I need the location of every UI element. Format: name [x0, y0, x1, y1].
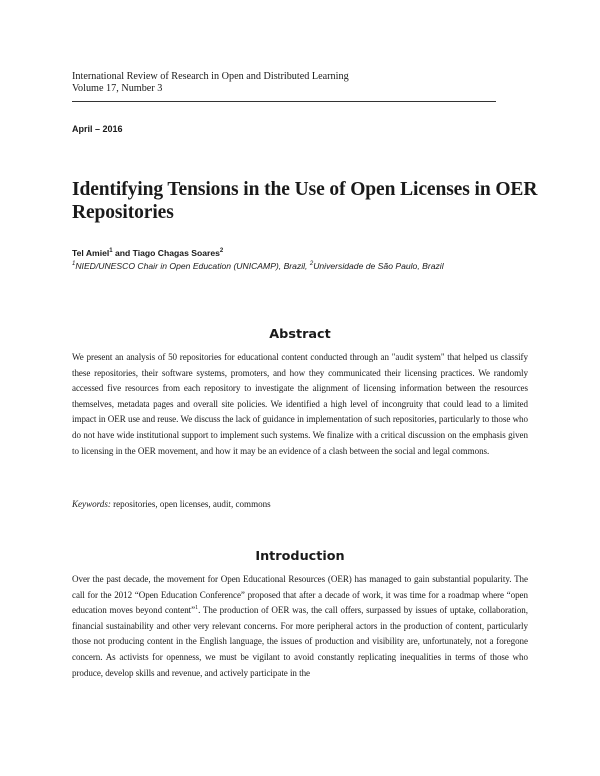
author-block [72, 247, 444, 273]
issue-date: April – 2016 [72, 124, 123, 134]
abstract-heading: Abstract [269, 327, 331, 342]
journal-header [72, 71, 349, 95]
keywords-line [72, 499, 271, 509]
affiliation-2: Universidade de São Paulo, Brazil [313, 261, 444, 271]
introduction-heading: Introduction [255, 549, 345, 564]
affiliation-2-sup: 2 [309, 261, 314, 268]
author-2: Tiago Chagas Soares [132, 248, 220, 258]
author-and: and [112, 248, 133, 258]
keywords-label: Keywords: [72, 499, 111, 509]
affiliation-1-sup: 1 [72, 261, 76, 268]
author-names [72, 247, 444, 260]
article-title: Identifying Tensions in the Use of Open Licenses in OER Repositories [72, 179, 538, 223]
affiliation-1: NIED/UNESCO Chair in Open Education (UNICAMP), Brazil, [75, 261, 310, 271]
introduction-text-part2: . The production of OER was, the call offers, surpassed by issues of uptake, collaboration, financial sustainability and other very relevant concerns. For more peripheral actors in the production of content, particularly those not producing content in the English language, the issues of production and visibility are, unfortunately, not a foregone concern. As activists for openness, we must be vigilant to avoid constantly replicating inequalities in terms of those who produce, develop skills and revenue, and actively participate in the [72, 605, 528, 678]
footnote-ref[interactable]: 1 [195, 605, 199, 612]
journal-name: International Review of Research in Open and Distributed Learning [72, 71, 349, 82]
keywords-list: repositories, open licenses, audit, commons [110, 499, 271, 509]
author-2-sup: 2 [219, 248, 224, 255]
author-1: Tel Amiel [72, 248, 110, 258]
author-affiliations [72, 260, 444, 273]
header-rule [72, 101, 496, 102]
abstract-text: We present an analysis of 50 repositories for educational content conducted through an "audit system" that helped us classify these repositories, their software systems, promoters, and how they communicated their licensing practices. We randomly accessed five resources from each repository to investigate the alignment of licensing information between the resources themselves, metadata pages and overall site policies. We identified a high level of incongruity that could lead to a limited impact in OER use and reuse. We discuss the lack of guidance in implementation of such repositories, particularly to those who do not have wide institutional support to implement such systems. We finalize with a critical discussion on the emphasis given to licensing in the OER movement, and how it may be an evidence of a clash between the social and legal commons. [72, 352, 528, 456]
journal-volume: Volume 17, Number 3 [72, 83, 163, 94]
author-1-sup: 1 [109, 248, 113, 255]
introduction-text-part1: Over the past decade, the movement for Open Educational Resources (OER) has managed to gain substantial popularity. The call for the 2012 “Open Education Conference” proposed that after a decade of work, it was time for a roadmap where “open education moves beyond content” [72, 574, 528, 616]
introduction-text [72, 572, 528, 681]
